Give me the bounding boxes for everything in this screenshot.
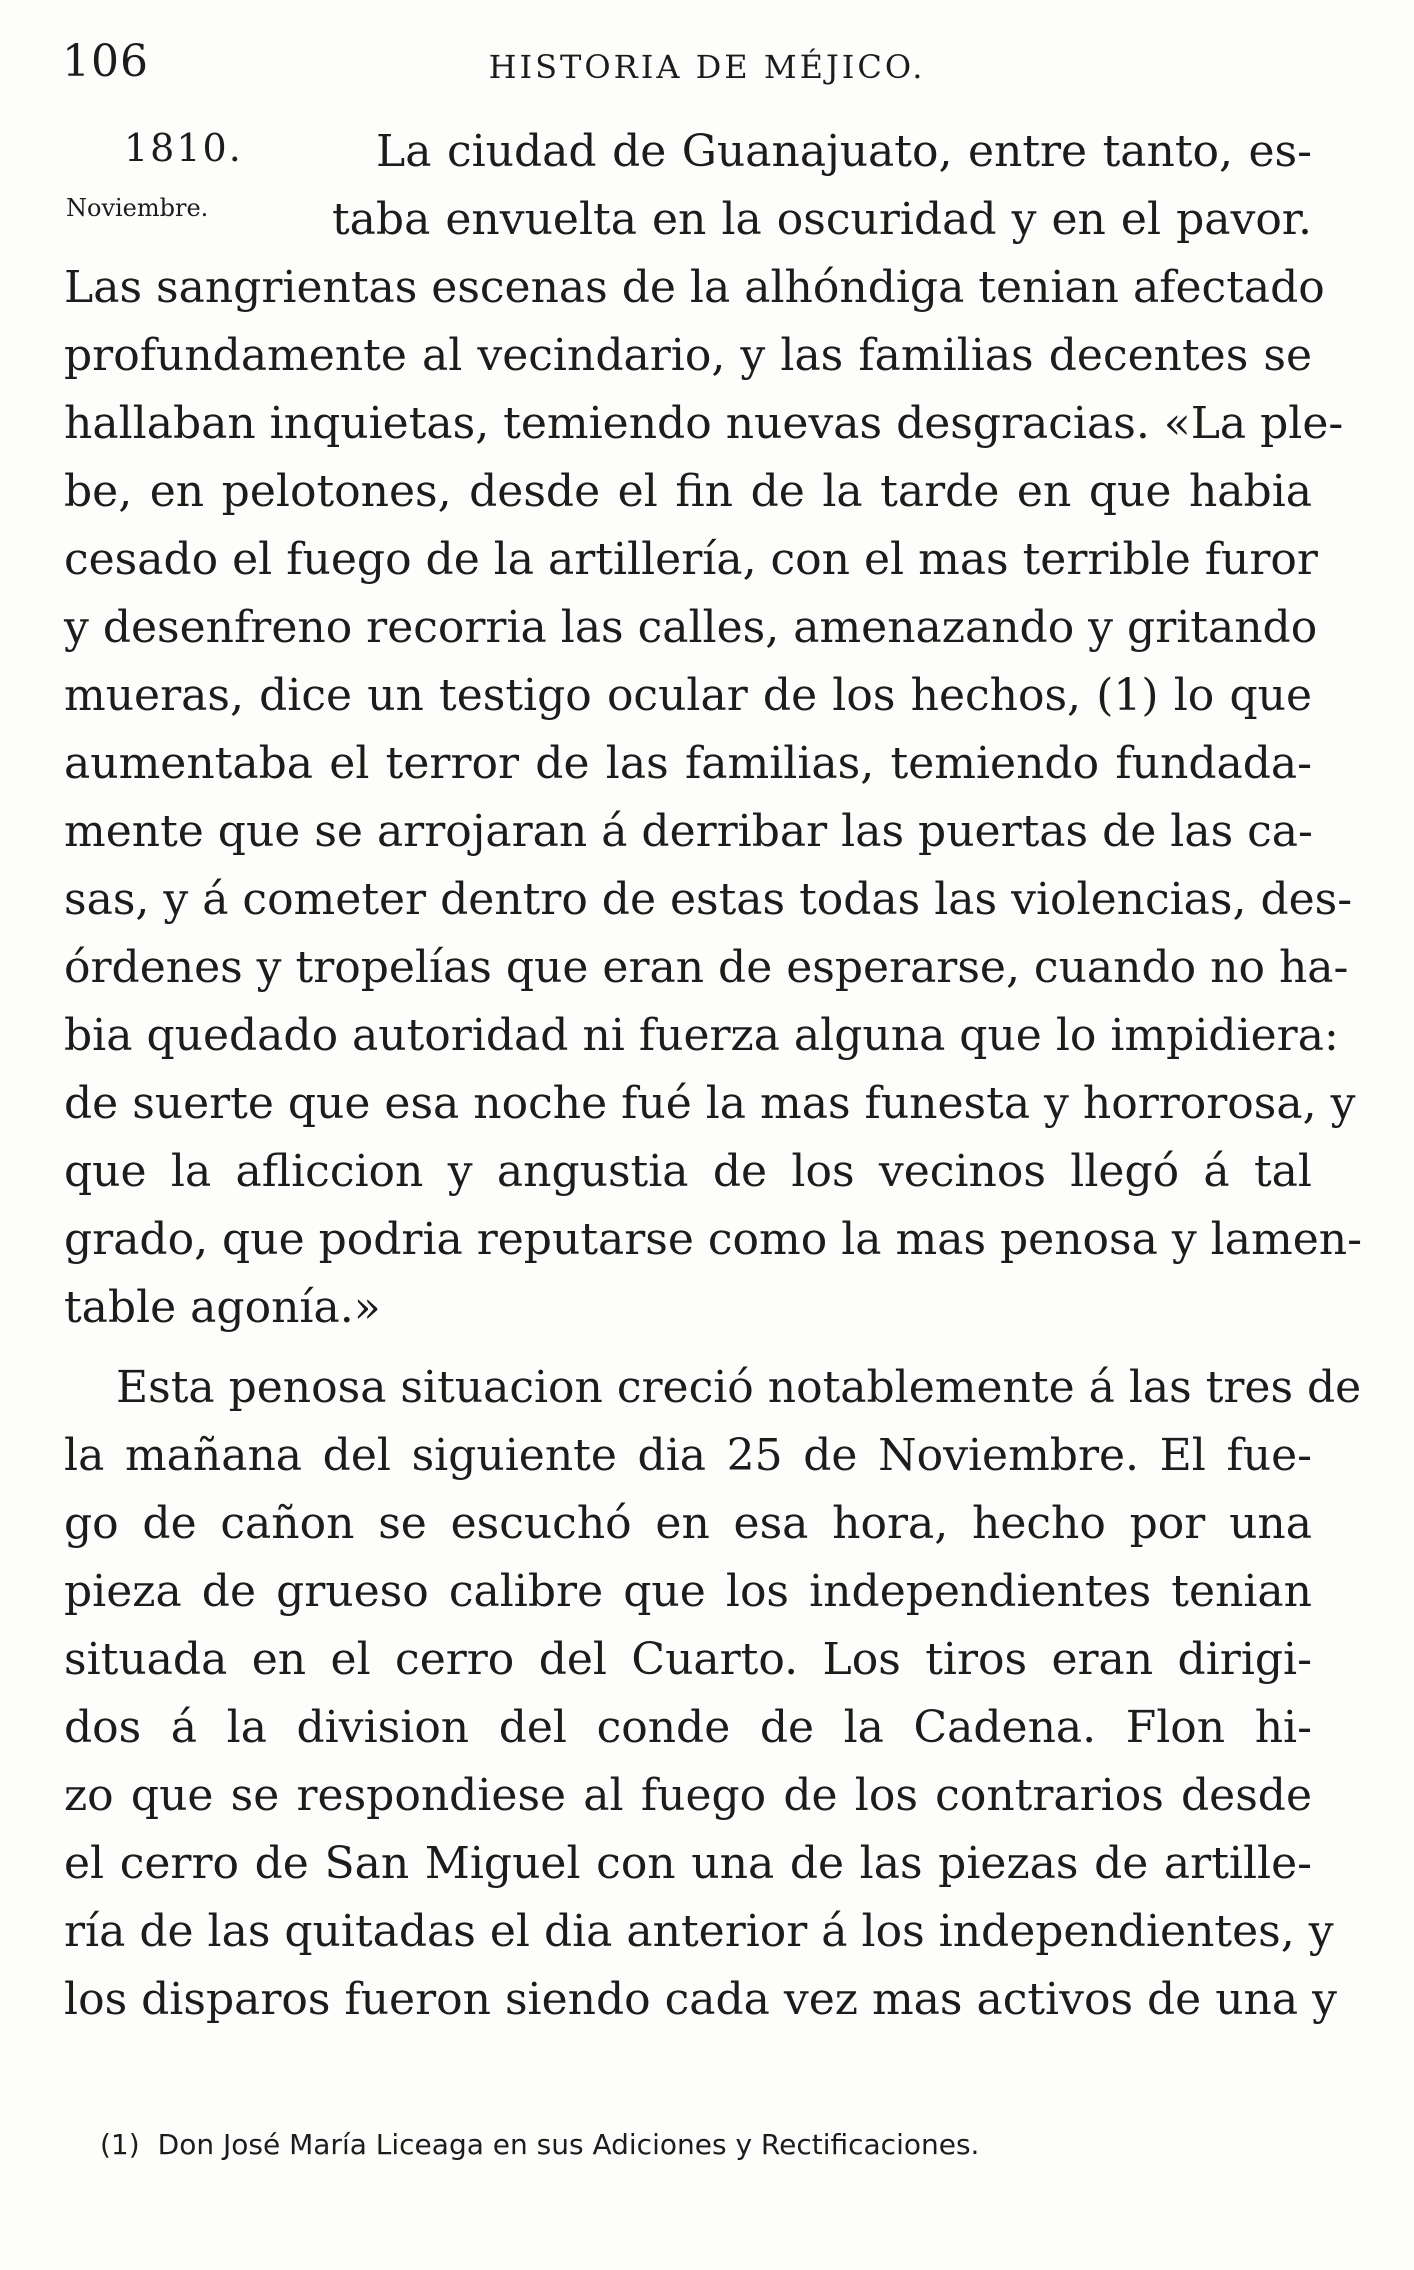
text-line: sas, y á cometer dentro de estas todas las violencias, des- [64, 874, 1353, 925]
text-line: mueras, dice un testigo ocular de los hechos, (1) lo que [64, 670, 1312, 721]
running-title: HISTORIA DE MÉJICO. [488, 48, 926, 86]
text-line: cesado el fuego de la artillería, con el mas terrible furor [64, 534, 1318, 585]
text-line: mente que se arrojaran á derribar las puertas de las ca- [64, 806, 1313, 857]
text-line: bia quedado autoridad ni fuerza alguna que lo impidiera: [64, 1010, 1339, 1061]
text-line: Las sangrientas escenas de la alhóndiga tenian afectado [64, 262, 1325, 313]
text-line: el cerro de San Miguel con una de las piezas de artille- [64, 1838, 1312, 1889]
text-line: los disparos fueron siendo cada vez mas activos de una y [64, 1974, 1337, 2025]
text-line: hallaban inquietas, temiendo nuevas desgracias. «La ple- [64, 398, 1344, 449]
text-line: que la afliccion y angustia de los vecinos llegó á tal [64, 1146, 1312, 1197]
text-line: grado, que podria reputarse como la mas penosa y lamen- [64, 1214, 1362, 1265]
text-line: La ciudad de Guanajuato, entre tanto, es- [376, 126, 1312, 177]
text-line: y desenfreno recorria las calles, amenazando y gritando [64, 602, 1318, 653]
text-line: pieza de grueso calibre que los independientes tenian [64, 1566, 1312, 1617]
footnote [100, 2128, 979, 2161]
text-line: la mañana del siguiente dia 25 de Noviembre. El fue- [64, 1430, 1312, 1481]
text-line: situada en el cerro del Cuarto. Los tiros eran dirigi- [64, 1634, 1312, 1685]
text-line: órdenes y tropelías que eran de esperarse, cuando no ha- [64, 942, 1349, 993]
footnote-mark: (1) [100, 2128, 140, 2161]
page-number: 106 [62, 36, 149, 87]
text-line: go de cañon se escuchó en esa hora, hecho por una [64, 1498, 1312, 1549]
footnote-text: Don José María Liceaga en sus Adiciones y Rectificaciones. [157, 2128, 980, 2161]
text-line: ría de las quitadas el dia anterior á los independientes, y [64, 1906, 1334, 1957]
text-line: taba envuelta en la oscuridad y en el pavor. [332, 194, 1312, 245]
margin-note-month: Noviembre. [66, 194, 209, 222]
text-line: dos á la division del conde de la Cadena. Flon hi- [64, 1702, 1312, 1753]
text-line: Esta penosa situacion creció notablemente á las tres de [116, 1362, 1362, 1413]
text-line: de suerte que esa noche fué la mas funesta y horrorosa, y [64, 1078, 1356, 1129]
text-line: profundamente al vecindario, y las familias decentes se [64, 330, 1312, 381]
text-line: zo que se respondiese al fuego de los contrarios desde [64, 1770, 1312, 1821]
text-line: be, en pelotones, desde el fin de la tarde en que habia [64, 466, 1312, 517]
text-line: table agonía.» [64, 1282, 381, 1333]
text-line: aumentaba el terror de las familias, temiendo fundada- [64, 738, 1312, 789]
margin-note-year: 1810. [124, 126, 243, 170]
